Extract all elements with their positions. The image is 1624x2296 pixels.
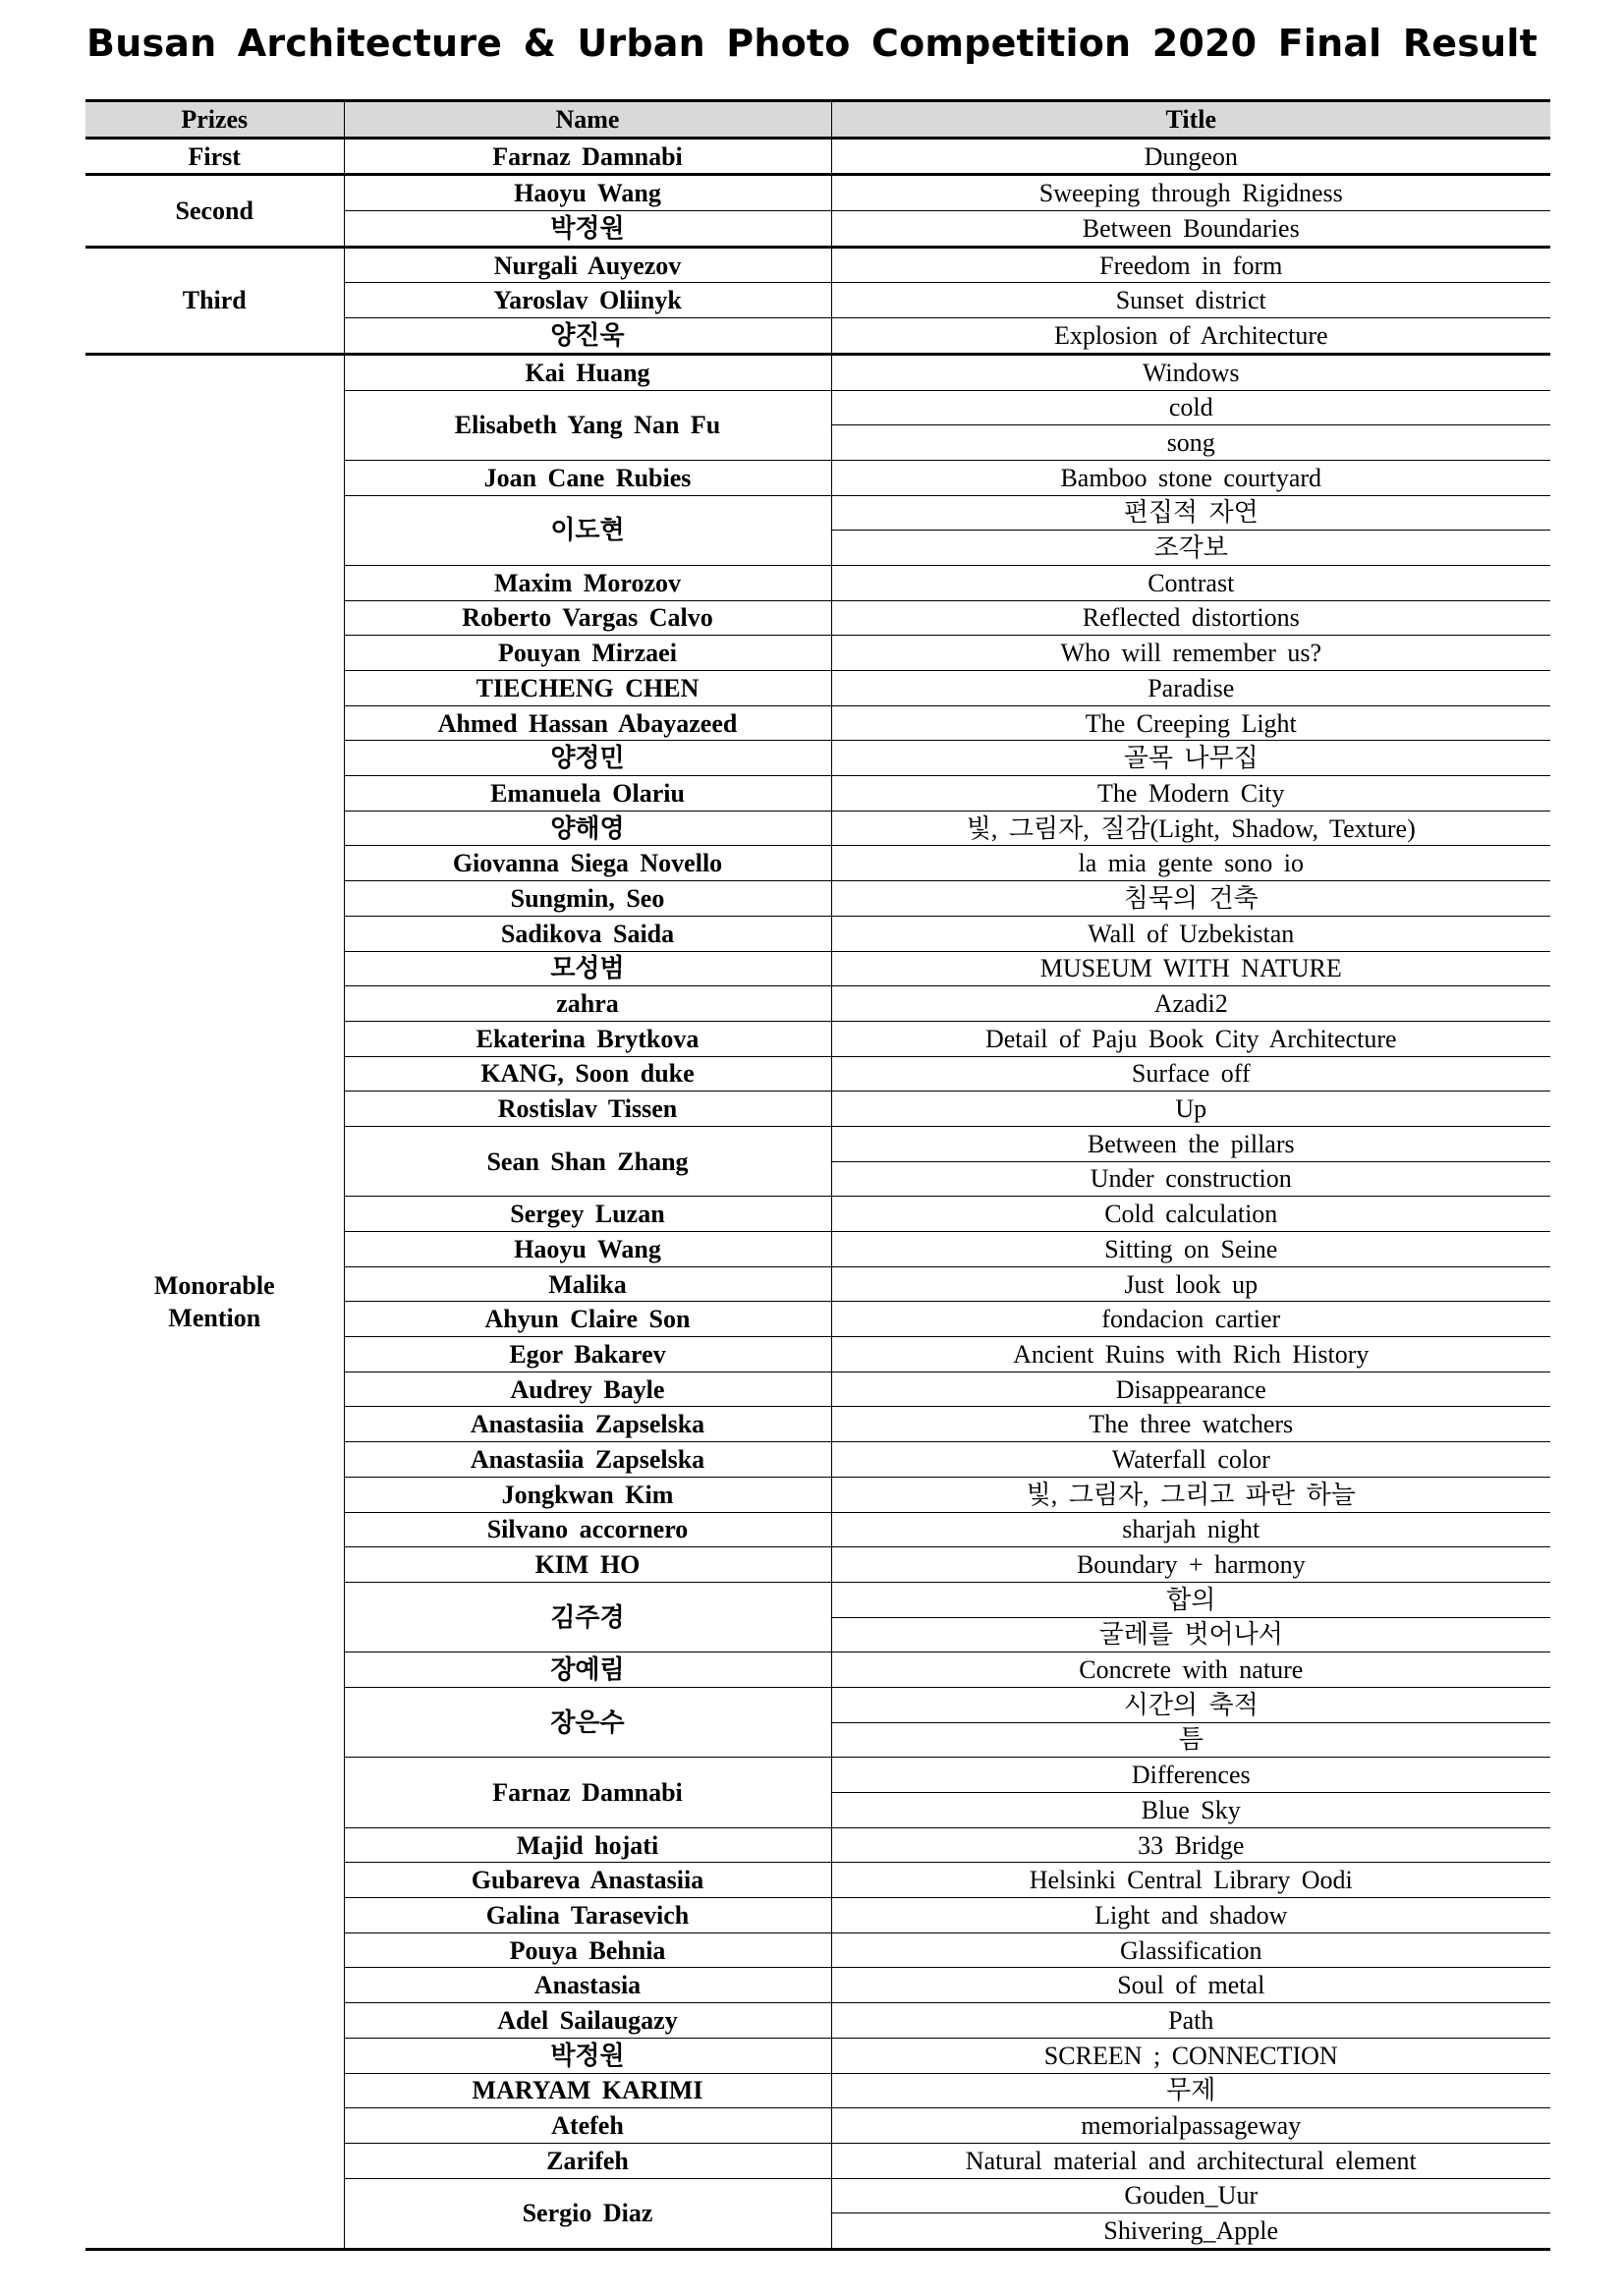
name-cell: Anastasiia Zapselska [344, 1442, 831, 1478]
name-cell: 김주경 [344, 1582, 831, 1652]
title-cell: Cold calculation [831, 1197, 1550, 1232]
name-cell: Pouya Behnia [344, 1932, 831, 1968]
title-cell: 골목 나무집 [831, 741, 1550, 776]
title-cell: Sitting on Seine [831, 1232, 1550, 1267]
name-cell: Adel Sailaugazy [344, 2003, 831, 2039]
title-cell: The Creeping Light [831, 705, 1550, 741]
name-cell: Roberto Vargas Calvo [344, 600, 831, 636]
name-cell: Ekaterina Brytkova [344, 1021, 831, 1056]
title-cell: Blue Sky [831, 1793, 1550, 1828]
name-cell: Malika [344, 1266, 831, 1302]
name-cell: Audrey Bayle [344, 1372, 831, 1407]
title-cell: Helsinki Central Library Oodi [831, 1863, 1550, 1898]
title-cell: Explosion of Architecture [831, 318, 1550, 355]
title-cell: 편집적 자연 [831, 495, 1550, 531]
prize-cell: Third [85, 247, 344, 354]
title-cell: Contrast [831, 565, 1550, 600]
title-cell: Dungeon [831, 138, 1550, 175]
name-cell: 양해영 [344, 811, 831, 846]
title-cell: The Modern City [831, 776, 1550, 812]
name-cell: zahra [344, 986, 831, 1022]
name-cell: 양진욱 [344, 318, 831, 355]
name-cell: Nurgali Auyezov [344, 247, 831, 283]
name-cell: Giovanna Siega Novello [344, 846, 831, 881]
name-cell: Anastasiia Zapselska [344, 1407, 831, 1442]
name-cell: Majid hojati [344, 1827, 831, 1863]
title-cell: 빛, 그림자, 질감(Light, Shadow, Texture) [831, 811, 1550, 846]
document-title: Busan Architecture & Urban Photo Competition 2020 Final Result [86, 22, 1538, 65]
name-cell: Joan Cane Rubies [344, 460, 831, 495]
title-cell: Light and shadow [831, 1898, 1550, 1933]
name-cell: 박정원 [344, 2038, 831, 2073]
title-cell: cold [831, 390, 1550, 425]
name-cell: Haoyu Wang [344, 175, 831, 211]
title-cell: 합의 [831, 1582, 1550, 1617]
title-cell: Gouden_Uur [831, 2178, 1550, 2213]
name-cell: Jongkwan Kim [344, 1477, 831, 1512]
name-cell: 장예림 [344, 1652, 831, 1688]
title-cell: The three watchers [831, 1407, 1550, 1442]
title-cell: Azadi2 [831, 986, 1550, 1022]
title-cell: la mia gente sono io [831, 846, 1550, 881]
name-cell: Zarifeh [344, 2143, 831, 2178]
title-cell: Who will remember us? [831, 636, 1550, 671]
title-cell: Between the pillars [831, 1126, 1550, 1161]
name-cell: Ahyun Claire Son [344, 1302, 831, 1337]
name-cell: Haoyu Wang [344, 1232, 831, 1267]
name-cell: KANG, Soon duke [344, 1056, 831, 1092]
results-body [85, 138, 1550, 2249]
title-cell: Soul of metal [831, 1968, 1550, 2003]
title-cell: Reflected distortions [831, 600, 1550, 636]
title-cell: 33 Bridge [831, 1827, 1550, 1863]
name-cell: 양정민 [344, 741, 831, 776]
name-cell: Sadikova Saida [344, 916, 831, 951]
name-cell: KIM HO [344, 1547, 831, 1583]
title-cell: 조각보 [831, 531, 1550, 566]
results-table [85, 99, 1550, 2251]
name-cell: Maxim Morozov [344, 565, 831, 600]
prize-cell: Monorable Mention [85, 354, 344, 2249]
name-cell: Gubareva Anastasiia [344, 1863, 831, 1898]
title-cell: song [831, 425, 1550, 461]
name-cell: 이도현 [344, 495, 831, 565]
name-cell: MARYAM KARIMI [344, 2073, 831, 2108]
name-cell: Galina Tarasevich [344, 1898, 831, 1933]
title-cell: Windows [831, 354, 1550, 390]
title-cell: Between Boundaries [831, 211, 1550, 248]
table-header-row [85, 101, 1550, 139]
title-cell: Just look up [831, 1266, 1550, 1302]
name-cell: Farnaz Damnabi [344, 138, 831, 175]
title-cell: Natural material and architectural element [831, 2143, 1550, 2178]
title-cell: memorialpassageway [831, 2108, 1550, 2144]
title-cell: Sunset district [831, 283, 1550, 318]
name-cell: Sergio Diaz [344, 2178, 831, 2249]
header-title: Title [831, 101, 1550, 139]
title-cell: Paradise [831, 671, 1550, 706]
title-cell: 틈 [831, 1722, 1550, 1758]
name-cell: 장은수 [344, 1687, 831, 1757]
name-cell: Emanuela Olariu [344, 776, 831, 812]
name-cell: Atefeh [344, 2108, 831, 2144]
header-prizes: Prizes [85, 101, 344, 139]
title-cell: MUSEUM WITH NATURE [831, 951, 1550, 986]
name-cell: Ahmed Hassan Abayazeed [344, 705, 831, 741]
title-cell: Concrete with nature [831, 1652, 1550, 1688]
title-cell: 침묵의 건축 [831, 881, 1550, 917]
name-cell: 모성범 [344, 951, 831, 986]
name-cell: Farnaz Damnabi [344, 1758, 831, 1827]
table-row [85, 138, 1550, 175]
title-cell: fondacion cartier [831, 1302, 1550, 1337]
name-cell: Sungmin, Seo [344, 881, 831, 917]
title-cell: Waterfall color [831, 1442, 1550, 1478]
table-row [85, 354, 1550, 390]
title-cell: Path [831, 2003, 1550, 2039]
title-cell: 굴레를 벗어나서 [831, 1617, 1550, 1652]
name-cell: TIECHENG CHEN [344, 671, 831, 706]
name-cell: Rostislav Tissen [344, 1092, 831, 1127]
name-cell: Anastasia [344, 1968, 831, 2003]
title-cell: Freedom in form [831, 247, 1550, 283]
title-cell: 빛, 그림자, 그리고 파란 하늘 [831, 1477, 1550, 1512]
header-name: Name [344, 101, 831, 139]
name-cell: Sergey Luzan [344, 1197, 831, 1232]
prize-cell: Second [85, 175, 344, 247]
title-cell: Differences [831, 1758, 1550, 1793]
name-cell: 박정원 [344, 211, 831, 248]
title-cell: Ancient Ruins with Rich History [831, 1337, 1550, 1372]
name-cell: Kai Huang [344, 354, 831, 390]
name-cell: Pouyan Mirzaei [344, 636, 831, 671]
title-cell: Detail of Paju Book City Architecture [831, 1021, 1550, 1056]
title-cell: Under construction [831, 1161, 1550, 1197]
title-cell: Surface off [831, 1056, 1550, 1092]
table-row [85, 247, 1550, 283]
name-cell: Yaroslav Oliinyk [344, 283, 831, 318]
prize-cell: First [85, 138, 344, 175]
name-cell: Egor Bakarev [344, 1337, 831, 1372]
title-cell: 시간의 축적 [831, 1687, 1550, 1722]
title-cell: Disappearance [831, 1372, 1550, 1407]
title-cell: Boundary + harmony [831, 1547, 1550, 1583]
title-cell: Wall of Uzbekistan [831, 916, 1550, 951]
name-cell: Elisabeth Yang Nan Fu [344, 390, 831, 460]
title-cell: Shivering_Apple [831, 2213, 1550, 2250]
title-cell: Sweeping through Rigidness [831, 175, 1550, 211]
title-cell: SCREEN ; CONNECTION [831, 2038, 1550, 2073]
name-cell: Sean Shan Zhang [344, 1126, 831, 1196]
title-cell: Bamboo stone courtyard [831, 460, 1550, 495]
title-cell: 무제 [831, 2073, 1550, 2108]
title-cell: Glassification [831, 1932, 1550, 1968]
table-row [85, 175, 1550, 211]
title-cell: sharjah night [831, 1512, 1550, 1547]
title-cell: Up [831, 1092, 1550, 1127]
name-cell: Silvano accornero [344, 1512, 831, 1547]
